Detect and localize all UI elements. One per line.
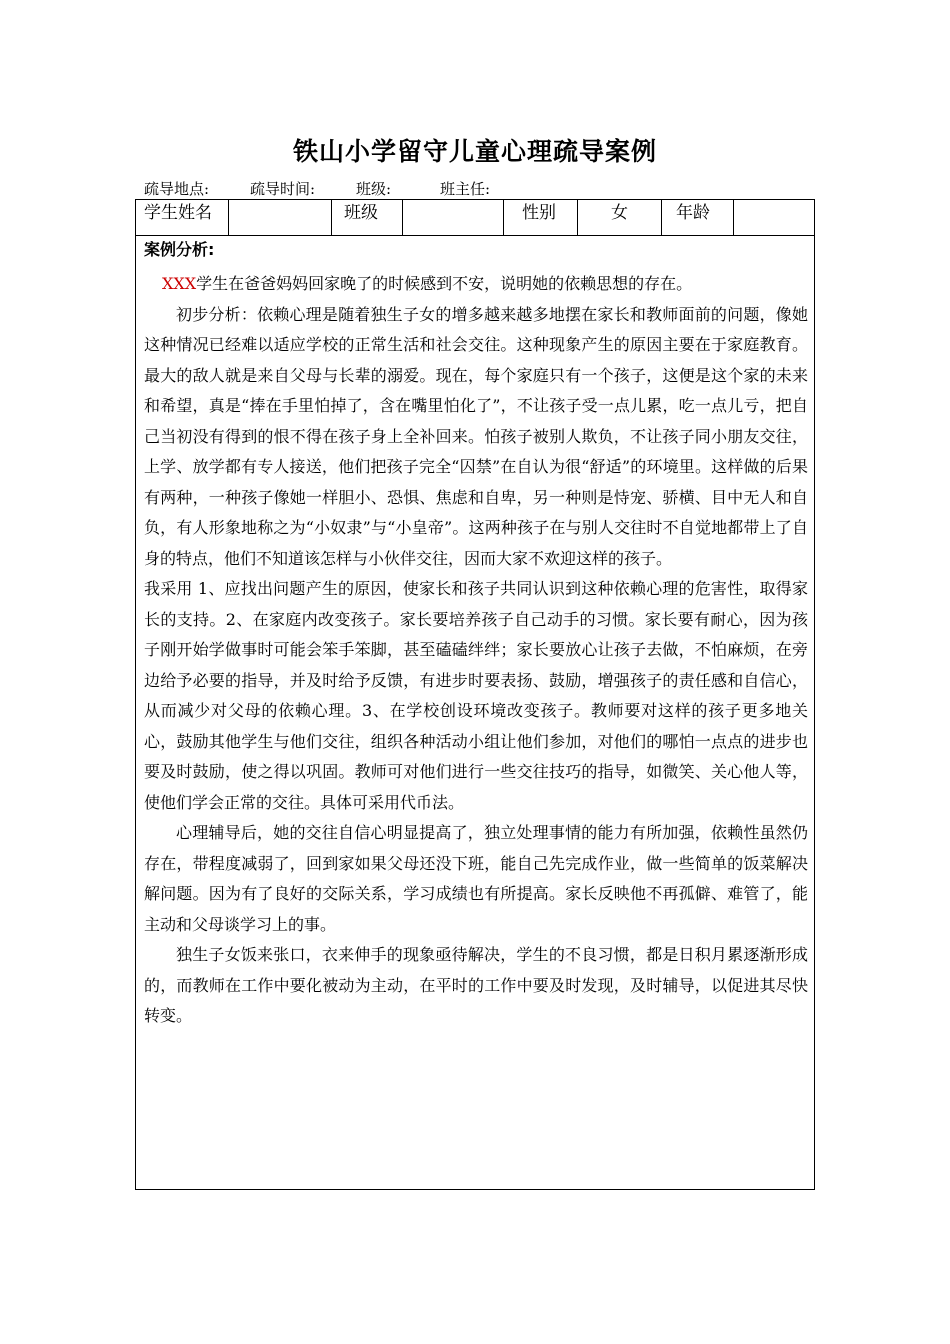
paragraph-analysis: 初步分析：依赖心理是随着独生子女的增多越来越多地摆在家长和教师面前的问题，像她这种情况已经难以适应学校的正常生活和社会交往。这种现象产生的原因主要在于家庭教育。最大的敌人就是来自父母与长辈的溺爱。现在，每个家庭只有一个孩子，这便是这个家的未来和希望，真是“捧在手里怕掉了，含在嘴里怕化了”，不让孩子受一点儿累，吃一点儿亏，把自己当初没有得到的恨不得在孩子身上全补回来。怕孩子被别人欺负，不让孩子同小朋友交往，上学、放学都有专人接送，他们把孩子完全“囚禁”在自认为很“舒适”的环境里。这样做的后果有两种，一种孩子像她一样胆小、恐惧、焦虑和自卑，另一种则是恃宠、骄横、目中无人和自负，有人形象地称之为“小奴隶”与“小皇帝”。这两种孩子在与别人交往时不自觉地都带上了自身的特点，他们不知道该怎样与小伙伴交往，因而大家不欢迎这样的孩子。 — [144, 304, 808, 568]
case-table — [135, 199, 815, 1190]
gender-value: 女 — [578, 200, 662, 235]
class-meta-label: 班级: — [356, 180, 392, 198]
time-label: 疏导时间: — [250, 180, 316, 198]
student-name-value — [229, 200, 332, 235]
age-label: 年龄 — [662, 200, 734, 235]
meta-line — [144, 178, 490, 199]
paragraph-conclusion: 独生子女饭来张口，衣来伸手的现象亟待解决，学生的不良习惯，都是日积月累逐渐形成的，而教师在工作中要化被动为主动，在平时的工作中要及时发现，及时辅导，以促进其尽快转变。 — [144, 945, 808, 1025]
class-value — [403, 200, 504, 235]
location-label: 疏导地点: — [144, 180, 210, 198]
student-info-row — [136, 200, 814, 236]
paragraph-methods: 我采用 1、应找出问题产生的原因，使家长和孩子共同认识到这种依赖心理的危害性，取得家长的支持。2、在家庭内改变孩子。家长要培养孩子自己动手的习惯。家长要有耐心，因为孩子刚开始学做事时可能会笨手笨脚，甚至磕磕绊绊；家长要放心让孩子去做，不怕麻烦，在旁边给予必要的指导，并及时给予反馈，有进步时要表扬、鼓励，增强孩子的责任感和自信心，从而减少对父母的依赖心理。3、在学校创设环境改变孩子。教师要对这样的孩子更多地关心，鼓励其他学生与他们交往，组织各种活动小组让他们参加，对他们的哪怕一点点的进步也要及时鼓励，使之得以巩固。教师可对他们进行一些交往技巧的指导，如微笑、关心他人等，使他们学会正常的交往。具体可采用代币法。 — [144, 579, 808, 812]
page-title: 铁山小学留守儿童心理疏导案例 — [292, 137, 657, 166]
intro-text: 学生在爸爸妈妈回家晚了的时候感到不安，说明她的依赖思想的存在。 — [196, 274, 693, 293]
paragraph-results: 心理辅导后，她的交往自信心明显提高了，独立处理事情的能力有所加强，依赖性虽然仍存在，带程度减弱了，回到家如果父母还没下班，能自己先完成作业，做一些简单的饭菜解决解问题。因为有了良好的交际关系，学习成绩也有所提高。家长反映他不再孤僻、难管了，能主动和父母谈学习上的事。 — [144, 823, 808, 934]
paragraph-intro — [144, 269, 808, 300]
analysis-heading: 案例分析: — [144, 240, 215, 259]
gender-label: 性别 — [504, 200, 578, 235]
student-placeholder-name: XXX — [162, 274, 197, 293]
student-name-label: 学生姓名 — [136, 200, 229, 235]
class-label: 班级 — [332, 200, 403, 235]
age-value — [734, 200, 814, 235]
case-analysis — [144, 237, 808, 1032]
teacher-label: 班主任: — [440, 180, 491, 198]
